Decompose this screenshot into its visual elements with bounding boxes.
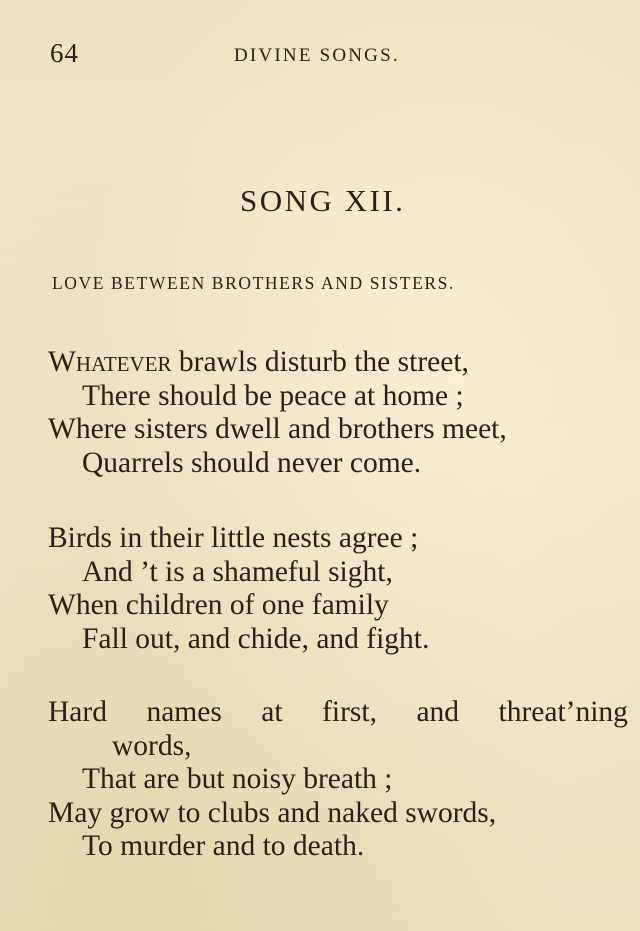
- verse-line: When children of one family: [48, 589, 389, 621]
- verse-line: May grow to clubs and naked swords,: [48, 796, 497, 829]
- song-title: SONG XII.: [240, 183, 406, 218]
- running-head: DIVINE SONGS.: [234, 45, 400, 66]
- stanza-2: [48, 522, 633, 656]
- stanza-3: [48, 696, 633, 864]
- verse-line: [48, 696, 628, 730]
- verse-word: first,: [322, 696, 377, 728]
- verse-line: And ’t is a shameful sight,: [82, 555, 393, 588]
- verse-line-rest: brawls disturb the street,: [171, 346, 469, 378]
- verse-line: That are but noisy breath ;: [82, 763, 393, 795]
- verse-line: To murder and to death.: [82, 830, 365, 862]
- verse-line: Birds in their little nests agree ;: [48, 522, 419, 554]
- verse-word: and: [416, 696, 460, 728]
- verse-line: There should be peace at home ;: [82, 379, 464, 412]
- verse-line: words,: [112, 729, 192, 762]
- stanza-1: [48, 346, 633, 480]
- verse-word: names: [146, 696, 222, 728]
- song-subtitle: LOVE BETWEEN BROTHERS AND SISTERS.: [52, 273, 455, 293]
- verse-line: [48, 346, 633, 380]
- verse-line: Where sisters dwell and brothers meet,: [48, 413, 507, 445]
- verse-line: Fall out, and chide, and fight.: [82, 622, 430, 655]
- page-number: 64: [50, 38, 79, 68]
- verse-word: at: [261, 696, 283, 728]
- verse-word: threat’ning: [498, 696, 628, 728]
- verse-opening-word: Whatever: [48, 346, 172, 378]
- verse-word: Hard: [48, 696, 107, 728]
- verse-line: Quarrels should never come.: [82, 446, 422, 479]
